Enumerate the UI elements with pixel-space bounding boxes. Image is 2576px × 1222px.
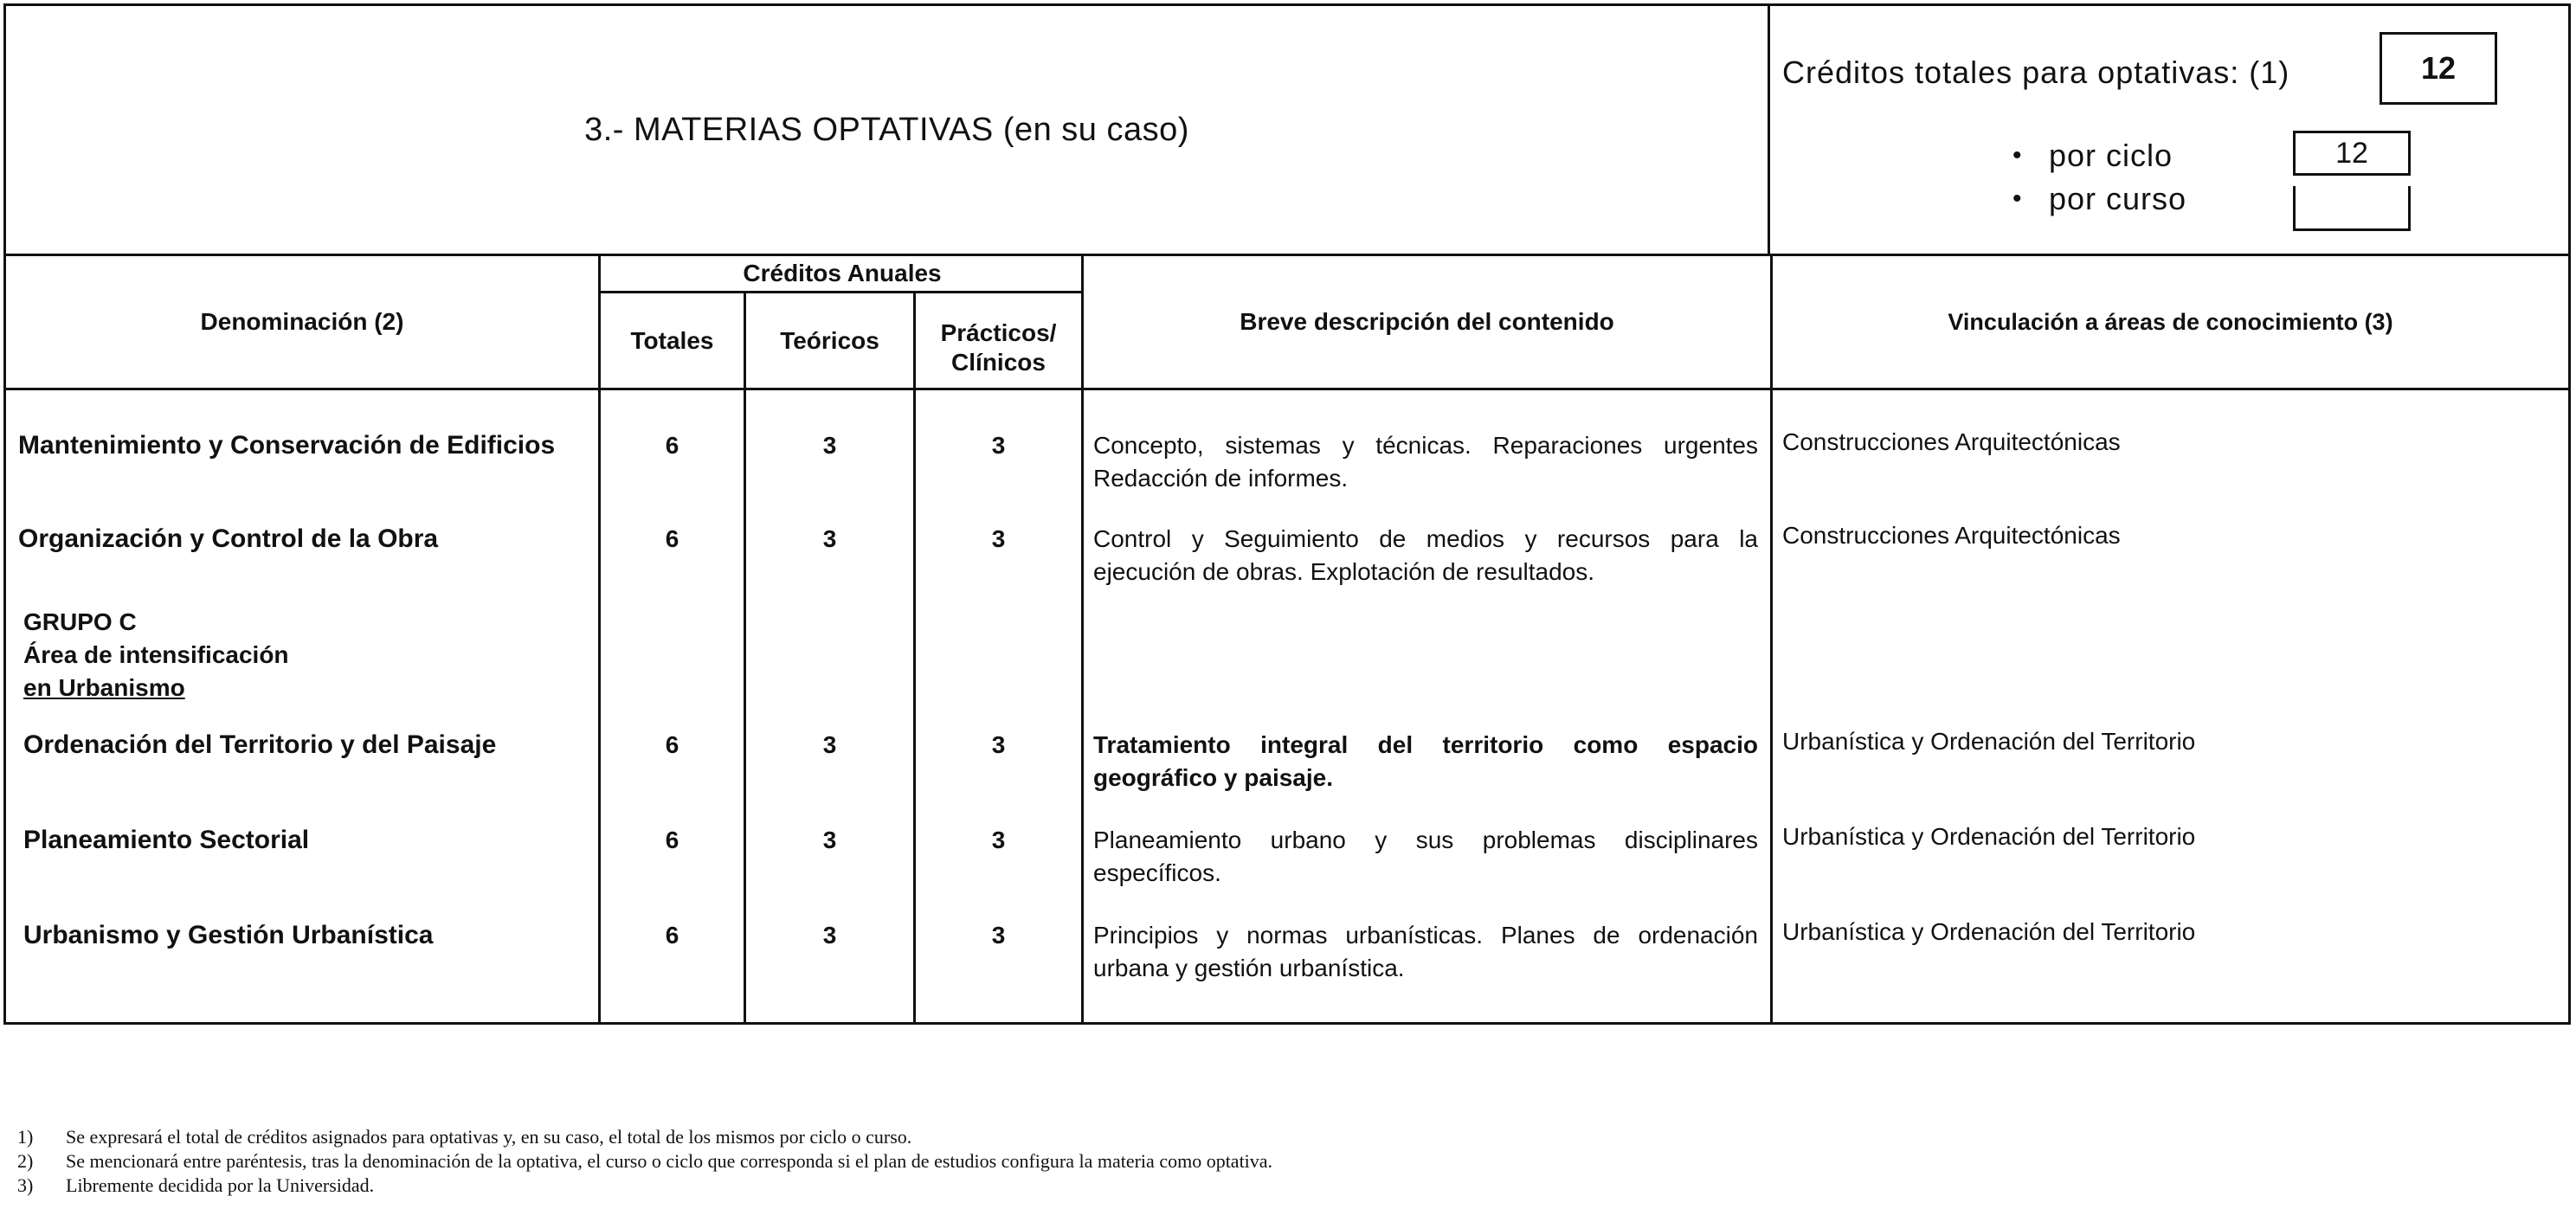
footnote-text: Libremente decidida por la Universidad. [66, 1174, 375, 1196]
credits-theoretical: 3 [822, 525, 837, 552]
group-title: GRUPO C [23, 608, 137, 635]
group-subtitle: Área de intensificación [23, 641, 289, 668]
knowledge-area: Construcciones Arquitectónicas [1782, 522, 2121, 549]
credits-theoretical: 3 [822, 731, 837, 758]
per-course-label: por curso [2049, 181, 2187, 216]
per-cycle-value: 12 [2293, 131, 2411, 176]
credits-practical: 3 [991, 731, 1006, 758]
credits-practical: 3 [991, 525, 1006, 552]
subject-description: Tratamiento integral del territorio como espacio geográfico y paisaje. [1093, 731, 1758, 791]
per-course-value [2293, 186, 2411, 231]
credits-summary [1770, 6, 2568, 254]
footnotes [17, 1125, 1272, 1198]
col-header-description: Breve descripción del contenido [1240, 308, 1614, 335]
subject-name: Mantenimiento y Conservación de Edificios [18, 431, 556, 460]
header-bottom-border [6, 388, 2568, 390]
subject-name: Ordenación del Territorio y del Paisaje [23, 730, 497, 759]
credits-totals: 6 [665, 922, 679, 949]
bullet-icon: • [2012, 184, 2023, 213]
knowledge-area: Urbanística y Ordenación del Territorio [1782, 918, 2196, 945]
credits-totals: 6 [665, 432, 679, 459]
col-header-areas: Vinculación a áreas de conocimiento (3) [1948, 309, 2393, 335]
total-credits-label: Créditos totales para optativas: (1) [1782, 55, 2290, 90]
col-header-name: Denominación (2) [200, 308, 404, 335]
footnote [17, 1149, 1272, 1174]
header-block [3, 3, 2571, 256]
bullet-icon: • [2012, 141, 2023, 170]
knowledge-area: Construcciones Arquitectónicas [1782, 428, 2121, 455]
col-header-totals: Totales [630, 326, 714, 354]
subject-description: Concepto, sistemas y técnicas. Reparaciones urgentes Redacción de informes. [1093, 432, 1758, 492]
credits-theoretical: 3 [822, 922, 837, 949]
col-header-annual-credits: Créditos Anuales [743, 260, 942, 286]
column-divider [744, 291, 746, 1025]
credits-practical: 3 [991, 432, 1006, 459]
footnote-text: Se mencionará entre paréntesis, tras la denominación de la optativa, el curso o ciclo que corresponda si el plan de estudios configura la materia como optativa. [66, 1150, 1273, 1172]
footnote-text: Se expresará el total de créditos asignados para optativas y, en su caso, el total de los mismos por ciclo o curso. [66, 1126, 912, 1148]
footnote [17, 1125, 1272, 1149]
footnote-number: 3) [17, 1174, 34, 1196]
per-cycle-row [2012, 138, 2173, 174]
subject-name: Urbanismo y Gestión Urbanística [23, 921, 434, 949]
credits-theoretical: 3 [822, 826, 837, 853]
group-area: en Urbanismo [23, 674, 185, 701]
subject-description: Planeamiento urbano y sus problemas disciplinares específicos. [1093, 826, 1758, 886]
per-course-row [2012, 181, 2186, 217]
group-heading [23, 606, 543, 704]
subject-description: Control y Seguimiento de medios y recursos para la ejecución de obras. Explotación de resultados. [1093, 525, 1758, 585]
column-divider [913, 291, 916, 1025]
credits-practical: 3 [991, 922, 1006, 949]
col-header-theoretical: Teóricos [780, 326, 879, 354]
section-title: 3.- MATERIAS OPTATIVAS (en su caso) [6, 6, 1770, 254]
credits-totals: 6 [665, 731, 679, 758]
col-header-practical: Prácticos/ Clínicos [940, 319, 1057, 376]
footnote-number: 1) [17, 1126, 34, 1148]
subject-name: Organización y Control de la Obra [18, 524, 439, 553]
footnote-number: 2) [17, 1150, 34, 1172]
knowledge-area: Urbanística y Ordenación del Territorio [1782, 728, 2196, 755]
credits-practical: 3 [991, 826, 1006, 853]
subjects-table [3, 256, 2571, 1025]
credits-totals: 6 [665, 525, 679, 552]
footnote [17, 1174, 1272, 1198]
credits-theoretical: 3 [822, 432, 837, 459]
per-cycle-label: por ciclo [2049, 138, 2174, 173]
subject-name: Planeamiento Sectorial [23, 826, 310, 854]
credits-totals: 6 [665, 826, 679, 853]
knowledge-area: Urbanística y Ordenación del Territorio [1782, 823, 2196, 850]
total-credits-value: 12 [2380, 32, 2497, 105]
subject-description: Principios y normas urbanísticas. Planes de ordenación urbana y gestión urbanística. [1093, 922, 1758, 981]
